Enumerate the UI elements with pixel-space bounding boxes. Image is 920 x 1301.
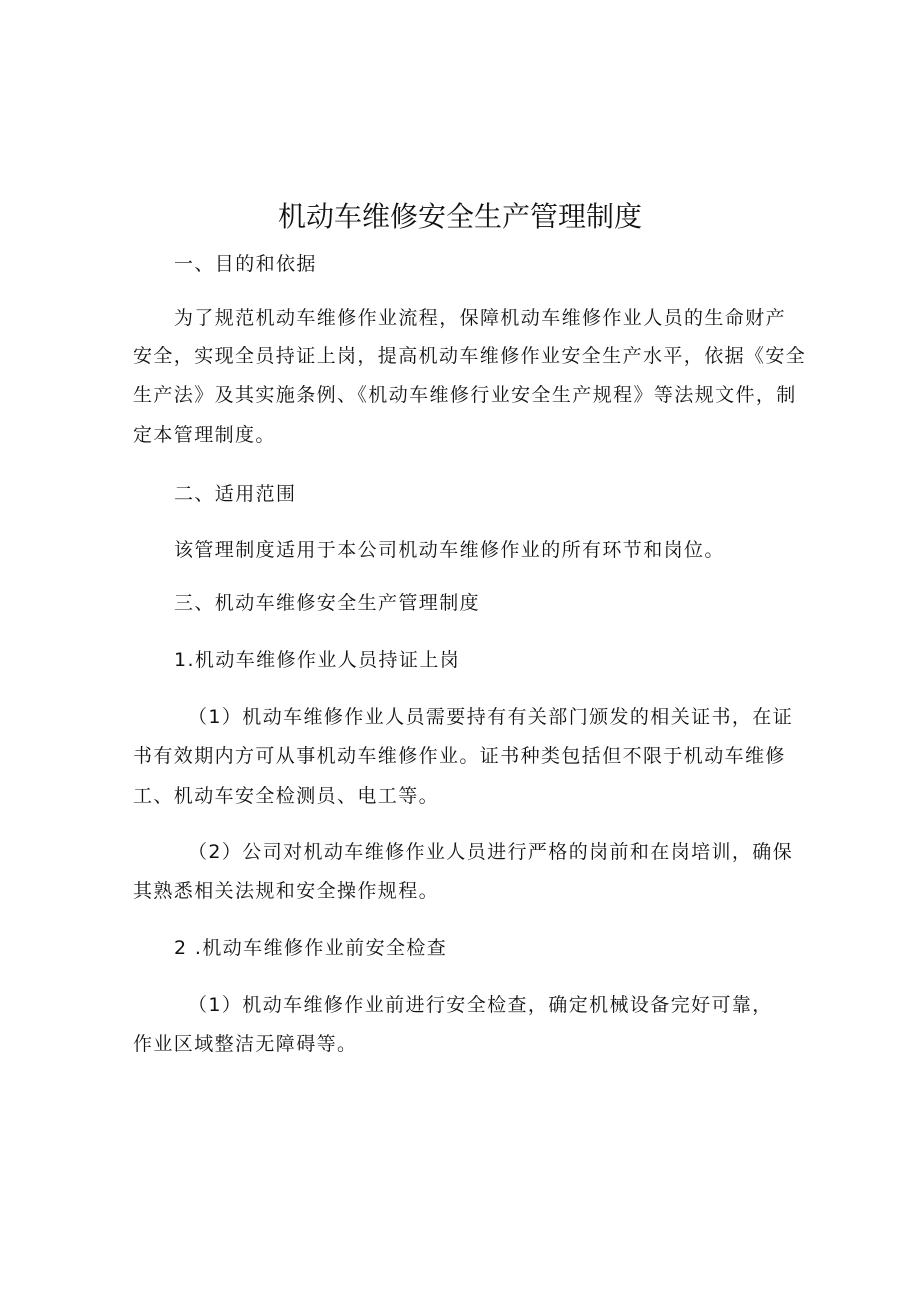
list-item-line: 工、机动车安全检测员、电工等。 bbox=[133, 785, 440, 807]
section-heading-regulations: 三、机动车维修安全生产管理制度 bbox=[174, 592, 481, 614]
paragraph-line: 定本管理制度。 bbox=[133, 424, 276, 446]
subsection-heading-certification: 1.机动车维修作业人员持证上岗 bbox=[174, 649, 461, 671]
list-item-line: 作业区域整洁无障碍等。 bbox=[133, 1033, 358, 1055]
section-heading-purpose: 一、目的和依据 bbox=[174, 253, 317, 275]
list-item-line: （1）机动车维修作业前进行安全检查，确定机械设备完好可靠， bbox=[188, 994, 773, 1016]
list-item-line: 其熟悉相关法规和安全操作规程。 bbox=[133, 880, 440, 902]
list-item-line: （1）机动车维修作业人员需要持有有关部门颁发的相关证书，在证 bbox=[188, 706, 794, 728]
list-item-line: 书有效期内方可从事机动车维修作业。证书种类包括但不限于机动车维修 bbox=[133, 745, 786, 767]
section-heading-scope: 二、适用范围 bbox=[174, 483, 297, 505]
paragraph-line: 该管理制度适用于本公司机动车维修作业的所有环节和岗位。 bbox=[174, 539, 725, 561]
list-item-line: （2）公司对机动车维修作业人员进行严格的岗前和在岗培训，确保 bbox=[188, 841, 794, 863]
paragraph-line: 生产法》及其实施条例、《机动车维修行业安全生产规程》等法规文件，制 bbox=[133, 384, 797, 406]
document-title: 机动车维修安全生产管理制度 bbox=[277, 200, 642, 233]
paragraph-line: 安全，实现全员持证上岗，提高机动车维修作业安全生产水平，依据《安全 bbox=[133, 345, 807, 367]
paragraph-line: 为了规范机动车维修作业流程，保障机动车维修作业人员的生命财产 bbox=[174, 307, 787, 329]
subsection-heading-inspection: 2 .机动车维修作业前安全检查 bbox=[174, 937, 448, 959]
